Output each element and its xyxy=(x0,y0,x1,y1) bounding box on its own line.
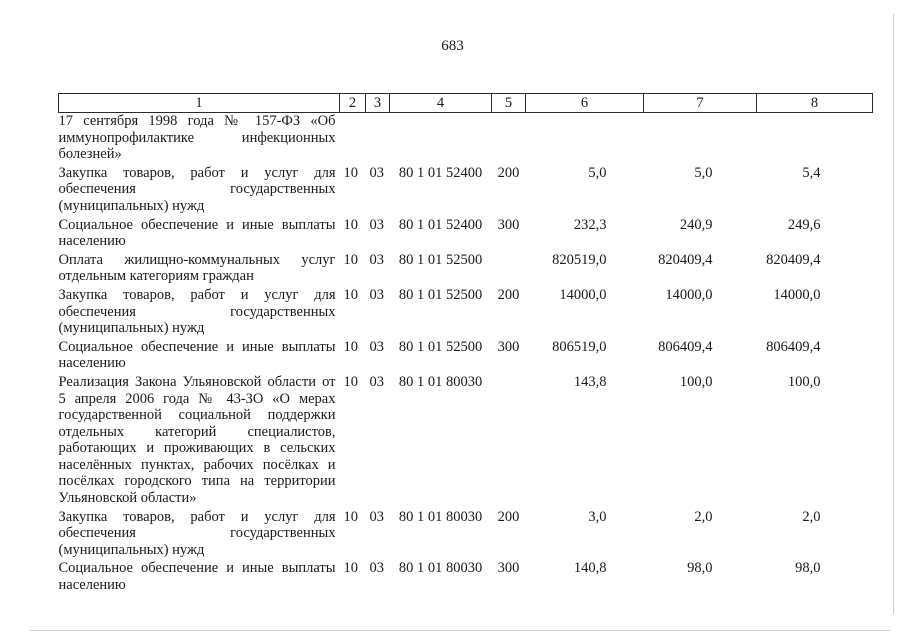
row-name: Закупка товаров, работ и услуг для обеспечения государственных (муниципальных) нужд xyxy=(58,164,336,214)
target-article-code: 80 1 01 52400 xyxy=(398,164,483,181)
subsection-code: 03 xyxy=(369,560,384,577)
row-name: Реализация Закона Ульяновской области от 5 апреля 2006 года № 43-ЗО «О мерах государственной социальной поддержки отдельных категорий специалистов, работающих и проживающих в сельских населённых пунктах, рабочих посёлках и посёлках городского типа на территории Ульяновской области» xyxy=(58,373,336,507)
section-code: 10 xyxy=(343,338,358,355)
column-header-4: 4 xyxy=(390,94,492,113)
section-code: 10 xyxy=(343,560,358,577)
section-code xyxy=(340,113,366,165)
column-header-2: 2 xyxy=(340,94,366,113)
table-row xyxy=(59,252,873,287)
amount-col8: 14000,0 xyxy=(773,286,821,303)
table-row xyxy=(59,113,873,165)
subsection-code: 03 xyxy=(369,216,384,233)
scan-edge-right xyxy=(893,14,894,614)
row-name: Социальное обеспечение и иные выплаты населению xyxy=(58,338,336,372)
table-row xyxy=(59,165,873,217)
amount-col7: 2,0 xyxy=(694,508,713,525)
expense-type-code xyxy=(492,252,526,287)
column-header-7: 7 xyxy=(644,94,757,113)
column-header-8: 8 xyxy=(757,94,873,113)
amount-col7: 820409,4 xyxy=(658,251,713,268)
subsection-code: 03 xyxy=(369,508,384,525)
scan-edge-bottom xyxy=(30,630,890,631)
row-name: Закупка товаров, работ и услуг для обеспечения государственных (муниципальных) нужд xyxy=(58,508,336,558)
amount-col6: 3,0 xyxy=(588,508,607,525)
subsection-code xyxy=(366,113,390,165)
subsection-code: 03 xyxy=(369,164,384,181)
amount-col8 xyxy=(757,113,873,165)
target-article-code: 80 1 01 52500 xyxy=(398,338,483,355)
section-code: 10 xyxy=(343,373,358,390)
amount-col6: 820519,0 xyxy=(552,251,607,268)
row-name: Социальное обеспечение и иные выплаты населению xyxy=(58,216,336,250)
table-row xyxy=(59,560,873,595)
expense-type-code xyxy=(492,374,526,509)
amount-col8: 820409,4 xyxy=(766,251,821,268)
column-header-3: 3 xyxy=(366,94,390,113)
amount-col6: 140,8 xyxy=(573,560,607,577)
expense-type-code: 300 xyxy=(497,338,520,355)
amount-col8: 98,0 xyxy=(795,560,821,577)
amount-col7: 806409,4 xyxy=(658,338,713,355)
column-header-6: 6 xyxy=(526,94,644,113)
subsection-code: 03 xyxy=(369,338,384,355)
amount-col8: 5,4 xyxy=(802,164,821,181)
target-article-code: 80 1 01 80030 xyxy=(398,560,483,577)
subsection-code: 03 xyxy=(369,251,384,268)
amount-col6: 143,8 xyxy=(573,373,607,390)
amount-col8: 806409,4 xyxy=(766,338,821,355)
amount-col8: 2,0 xyxy=(802,508,821,525)
expense-type-code xyxy=(492,113,526,165)
column-header-1: 1 xyxy=(59,94,340,113)
amount-col6: 14000,0 xyxy=(559,286,607,303)
amount-col7: 5,0 xyxy=(694,164,713,181)
target-article-code: 80 1 01 80030 xyxy=(398,508,483,525)
target-article-code: 80 1 01 52500 xyxy=(398,251,483,268)
amount-col7 xyxy=(644,113,757,165)
amount-col7: 100,0 xyxy=(679,373,713,390)
subsection-code: 03 xyxy=(369,286,384,303)
column-header-5: 5 xyxy=(492,94,526,113)
amount-col7: 240,9 xyxy=(679,216,713,233)
amount-col7: 98,0 xyxy=(687,560,713,577)
amount-col6: 806519,0 xyxy=(552,338,607,355)
row-name: Социальное обеспечение и иные выплаты населению xyxy=(58,560,336,594)
table-row xyxy=(59,374,873,509)
section-code: 10 xyxy=(343,164,358,181)
target-article-code xyxy=(390,113,492,165)
row-name: Оплата жилищно-коммунальных услуг отдельным категориям граждан xyxy=(58,251,336,285)
target-article-code: 80 1 01 52500 xyxy=(398,286,483,303)
amount-col6: 232,3 xyxy=(573,216,607,233)
expense-type-code: 200 xyxy=(497,508,520,525)
section-code: 10 xyxy=(343,251,358,268)
expense-type-code: 300 xyxy=(497,216,520,233)
amount-col7: 14000,0 xyxy=(665,286,713,303)
budget-table xyxy=(58,93,873,596)
target-article-code: 80 1 01 52400 xyxy=(398,216,483,233)
table-row xyxy=(59,217,873,252)
table-row xyxy=(59,509,873,561)
expense-type-code: 200 xyxy=(497,164,520,181)
section-code: 10 xyxy=(343,286,358,303)
target-article-code: 80 1 01 80030 xyxy=(398,373,483,390)
table-row xyxy=(59,339,873,374)
header-row xyxy=(59,94,873,113)
row-name: 17 сентября 1998 года № 157-ФЗ «Об иммунопрофилактике инфекционных болезней» xyxy=(58,113,336,163)
amount-col6 xyxy=(526,113,644,165)
expense-type-code: 200 xyxy=(497,286,520,303)
section-code: 10 xyxy=(343,216,358,233)
amount-col8: 100,0 xyxy=(787,373,821,390)
amount-col8: 249,6 xyxy=(787,216,821,233)
page-number: 683 xyxy=(441,38,464,54)
amount-col6: 5,0 xyxy=(588,164,607,181)
row-name: Закупка товаров, работ и услуг для обеспечения государственных (муниципальных) нужд xyxy=(58,286,336,337)
expense-type-code: 300 xyxy=(497,560,520,577)
subsection-code: 03 xyxy=(369,373,384,390)
table-row xyxy=(59,287,873,339)
section-code: 10 xyxy=(343,508,358,525)
